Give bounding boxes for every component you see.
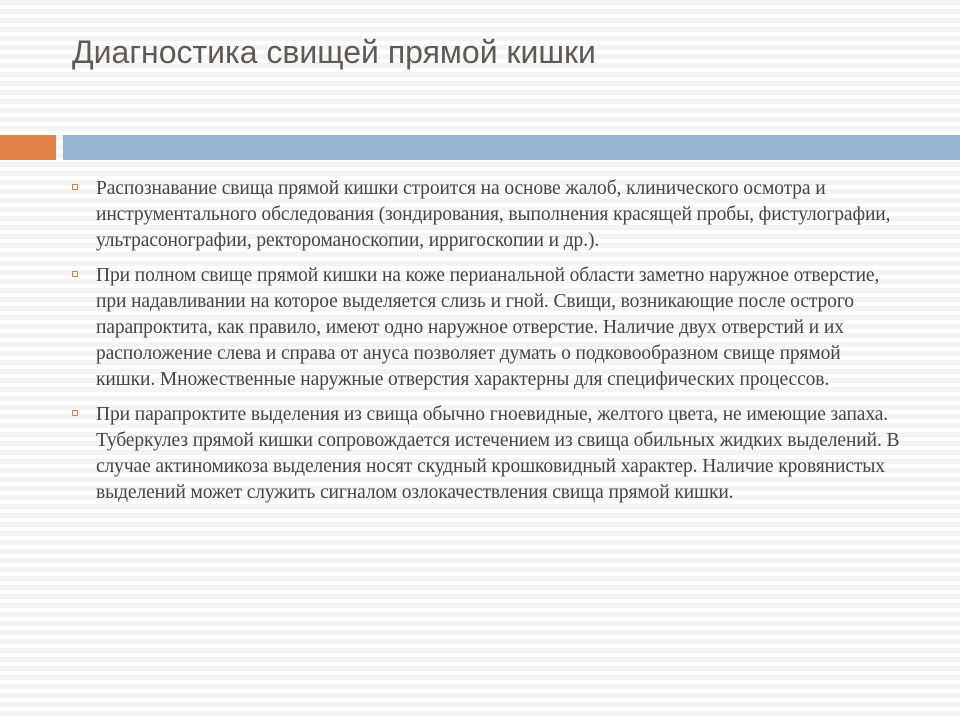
hollow-square-bullet-icon	[72, 184, 78, 190]
bullet-text: При полном свище прямой кишки на коже перианальной области заметно наружное отверстие, при надавливании на которое выделяется слизь и гной. Свищи, возникающие после острого парапроктита, как правило, имеют одно наружное отверстие. Наличие двух отверстий и их расположение слева и справа от ануса позволяет думать о подковообразном свище прямой кишки. Множественные наружные отверстия характерны для специфических процессов.	[96, 264, 880, 391]
bullet-item-diagnosis-methods	[72, 176, 902, 255]
bullet-item-external-openings	[72, 263, 902, 394]
title-divider-blue-bar	[63, 135, 960, 160]
bullet-item-discharge-types	[72, 402, 902, 507]
bullet-list	[72, 176, 902, 514]
hollow-square-bullet-icon	[72, 271, 78, 277]
hollow-square-bullet-icon	[72, 410, 78, 416]
bullet-text: Распознавание свища прямой кишки строится на основе жалоб, клинического осмотра и инструментального обследования (зондирования, выполнения красящей пробы, фистулографии, ультрасонографии, ректороманоскопии, ирригоскопии и др.).	[96, 178, 891, 252]
slide-title: Диагностика свищей прямой кишки	[72, 34, 596, 70]
title-divider-orange-bar	[0, 135, 56, 160]
bullet-text: При парапроктите выделения из свища обычно гноевидные, желтого цвета, не имеющие запаха. Туберкулез прямой кишки сопровождается истечением из свища обильных жидких выделений. В случае актиномикоза выделения носят скудный крошковидный характер. Наличие кровянистых выделений может служить сигналом озлокачествления свища прямой кишки.	[96, 403, 900, 504]
